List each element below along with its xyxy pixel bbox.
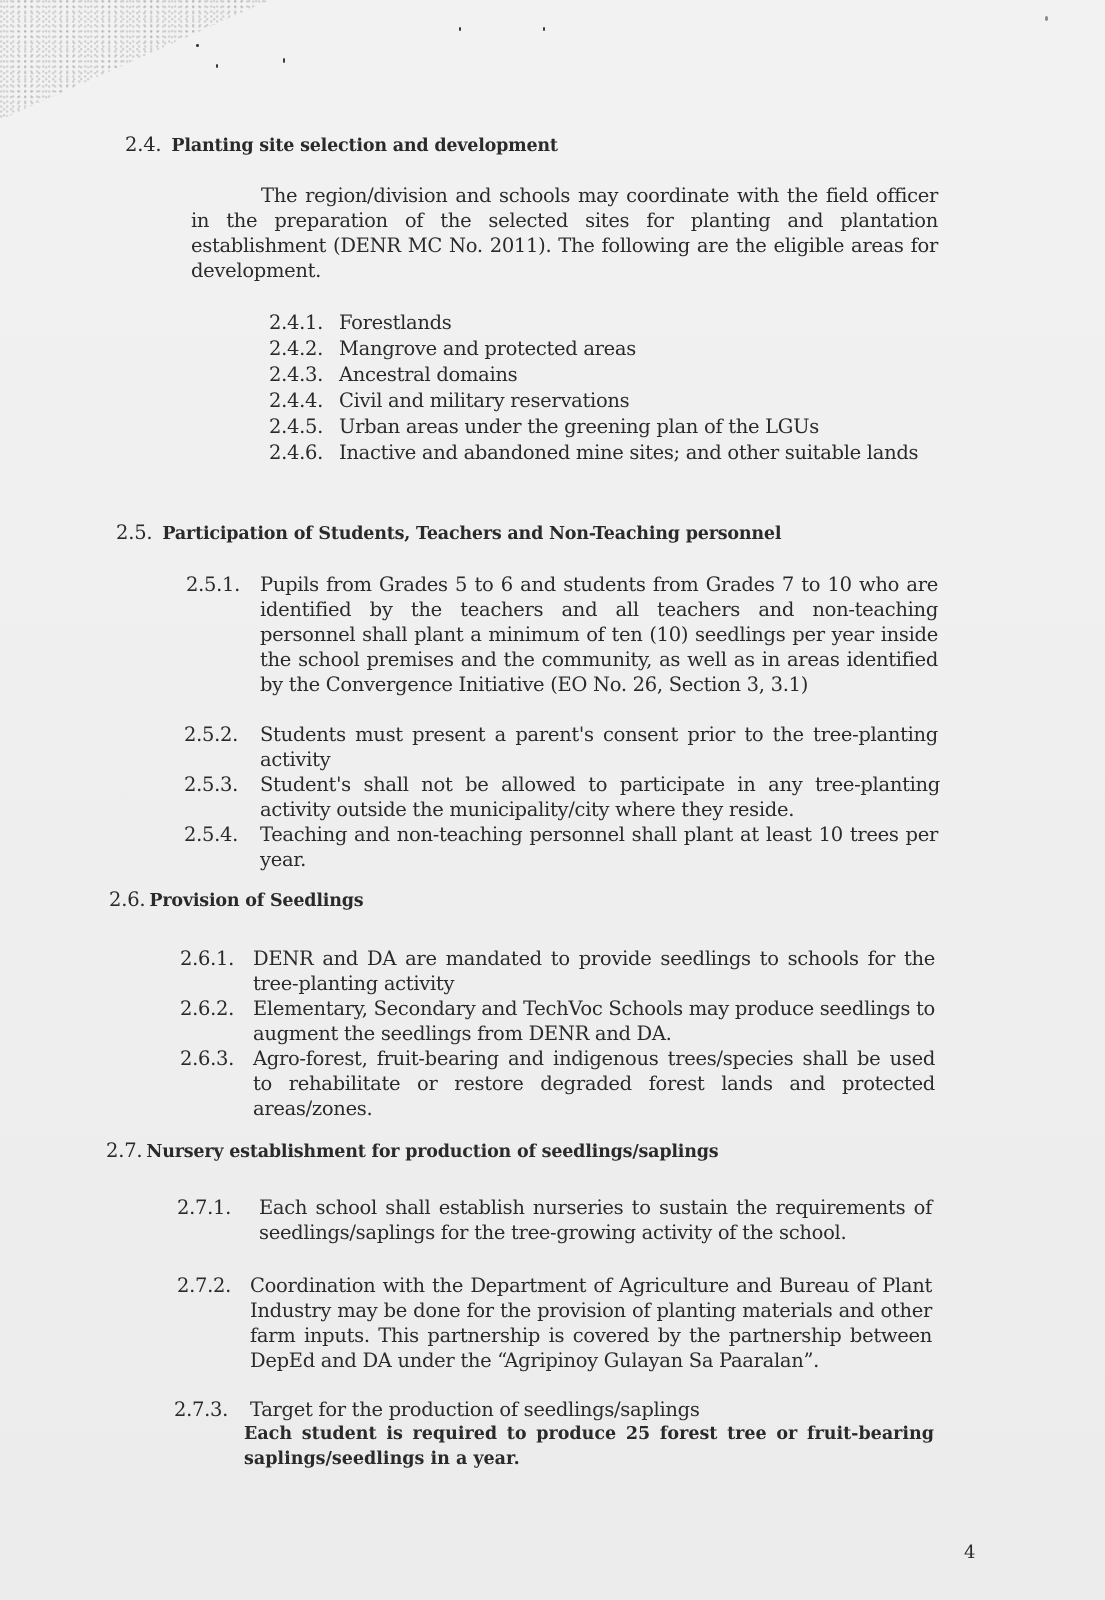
list-item xyxy=(177,1273,932,1373)
item-text: Elementary, Secondary and TechVoc Schools may produce seedlings to augment the seedlings from DENR and DA. xyxy=(253,997,935,1045)
scan-speck xyxy=(283,58,285,63)
item-text: Target for the production of seedlings/saplings xyxy=(250,1398,700,1421)
section-paragraph xyxy=(191,183,938,283)
item-number: 2.4.5. xyxy=(269,415,324,438)
list-item xyxy=(180,946,935,996)
item-text: Pupils from Grades 5 to 6 and students from Grades 7 to 10 who are identified by the teachers and all teachers and non-teaching personnel shall plant a minimum of ten (10) seedlings per year inside the school premises and the community, as well as in areas identified by the Convergence Initiative (EO No. 26, Section 3, 3.1) xyxy=(260,573,938,696)
item-text: Student's shall not be allowed to participate in any tree-planting activity outside the municipality/city where they reside. xyxy=(260,773,940,821)
item-text: Each school shall establish nurseries to sustain the requirements of seedlings/saplings for the tree-growing activity of the school. xyxy=(259,1196,932,1244)
item-number: 2.7.2. xyxy=(177,1274,232,1297)
item-text: Mangrove and protected areas xyxy=(339,337,636,360)
list-item xyxy=(269,362,939,387)
paragraph-text: The region/division and schools may coordinate with the field officer in the preparation of the selected sites for planting and plantation establishment (DENR MC No. 2011). The following are the eligible areas for development. xyxy=(191,184,938,282)
item-number: 2.6.3. xyxy=(180,1047,235,1070)
list-item xyxy=(174,1397,934,1472)
scan-speck xyxy=(543,27,545,31)
item-number: 2.4.6. xyxy=(269,441,324,464)
item-text: Forestlands xyxy=(339,311,452,334)
section-number: 2.7. xyxy=(106,1139,143,1162)
item-number: 2.5.4. xyxy=(184,823,239,846)
section-heading-2-6 xyxy=(109,887,363,914)
scan-speck xyxy=(196,44,199,47)
item-number: 2.7.3. xyxy=(174,1398,229,1421)
item-text: Coordination with the Department of Agriculture and Bureau of Plant Industry may be done for the provision of planting materials and other farm inputs. This partnership is covered by the partnership between DepEd and DA under the “Agripinoy Gulayan Sa Paaralan”. xyxy=(250,1274,932,1372)
list-item xyxy=(269,310,939,335)
item-text: Inactive and abandoned mine sites; and other suitable lands xyxy=(339,441,919,464)
section-heading-2-4 xyxy=(125,132,558,159)
item-text: Ancestral domains xyxy=(339,363,518,386)
section-title: Provision of Seedlings xyxy=(149,891,364,911)
list-item xyxy=(184,772,940,822)
item-number: 2.6.1. xyxy=(180,947,235,970)
list-item xyxy=(184,822,938,872)
list-item xyxy=(269,336,939,361)
list-item xyxy=(177,1195,932,1245)
item-number: 2.5.2. xyxy=(184,723,239,746)
list-item xyxy=(180,1046,935,1121)
list-item xyxy=(186,572,938,697)
item-text: Urban areas under the greening plan of the LGUs xyxy=(339,415,819,438)
item-text: Teaching and non-teaching personnel shall plant at least 10 trees per year. xyxy=(260,823,938,871)
list-item xyxy=(184,722,938,772)
list-item xyxy=(269,388,939,413)
section-number: 2.6. xyxy=(109,888,146,911)
item-number: 2.5.3. xyxy=(184,773,239,796)
item-number: 2.4.1. xyxy=(269,311,324,334)
emphasis-requirement: Each student is required to produce 25 forest tree or fruit-bearing saplings/seedlings in a year. xyxy=(244,1424,934,1469)
scan-speck xyxy=(216,64,218,68)
item-number: 2.4.3. xyxy=(269,363,324,386)
section-heading-2-5 xyxy=(116,520,781,547)
scan-speck xyxy=(1045,16,1048,21)
page-number: 4 xyxy=(964,1542,976,1563)
item-number: 2.7.1. xyxy=(177,1196,232,1219)
item-text: DENR and DA are mandated to provide seedlings to schools for the tree-planting activity xyxy=(253,947,935,995)
section-number: 2.5. xyxy=(116,521,153,544)
item-text-wrapper xyxy=(244,1397,934,1472)
list-item xyxy=(180,996,935,1046)
list-item xyxy=(269,414,939,439)
section-number: 2.4. xyxy=(125,133,162,156)
item-number: 2.4.4. xyxy=(269,389,324,412)
item-text: Civil and military reservations xyxy=(339,389,630,412)
list-item xyxy=(269,440,939,465)
item-text: Agro-forest, fruit-bearing and indigenous trees/species shall be used to rehabilitate or restore degraded forest lands and protected areas/zones. xyxy=(253,1047,935,1120)
item-number: 2.5.1. xyxy=(186,573,241,596)
item-text: Students must present a parent's consent prior to the tree-planting activity xyxy=(260,723,938,771)
scan-noise-corner xyxy=(0,0,270,120)
section-title: Participation of Students, Teachers and Non-Teaching personnel xyxy=(162,524,782,544)
section-title: Nursery establishment for production of seedlings/saplings xyxy=(146,1142,719,1162)
scan-speck xyxy=(459,27,461,31)
item-number: 2.4.2. xyxy=(269,337,324,360)
section-heading-2-7 xyxy=(106,1138,718,1165)
section-title: Planting site selection and development xyxy=(171,136,558,156)
item-number: 2.6.2. xyxy=(180,997,235,1020)
